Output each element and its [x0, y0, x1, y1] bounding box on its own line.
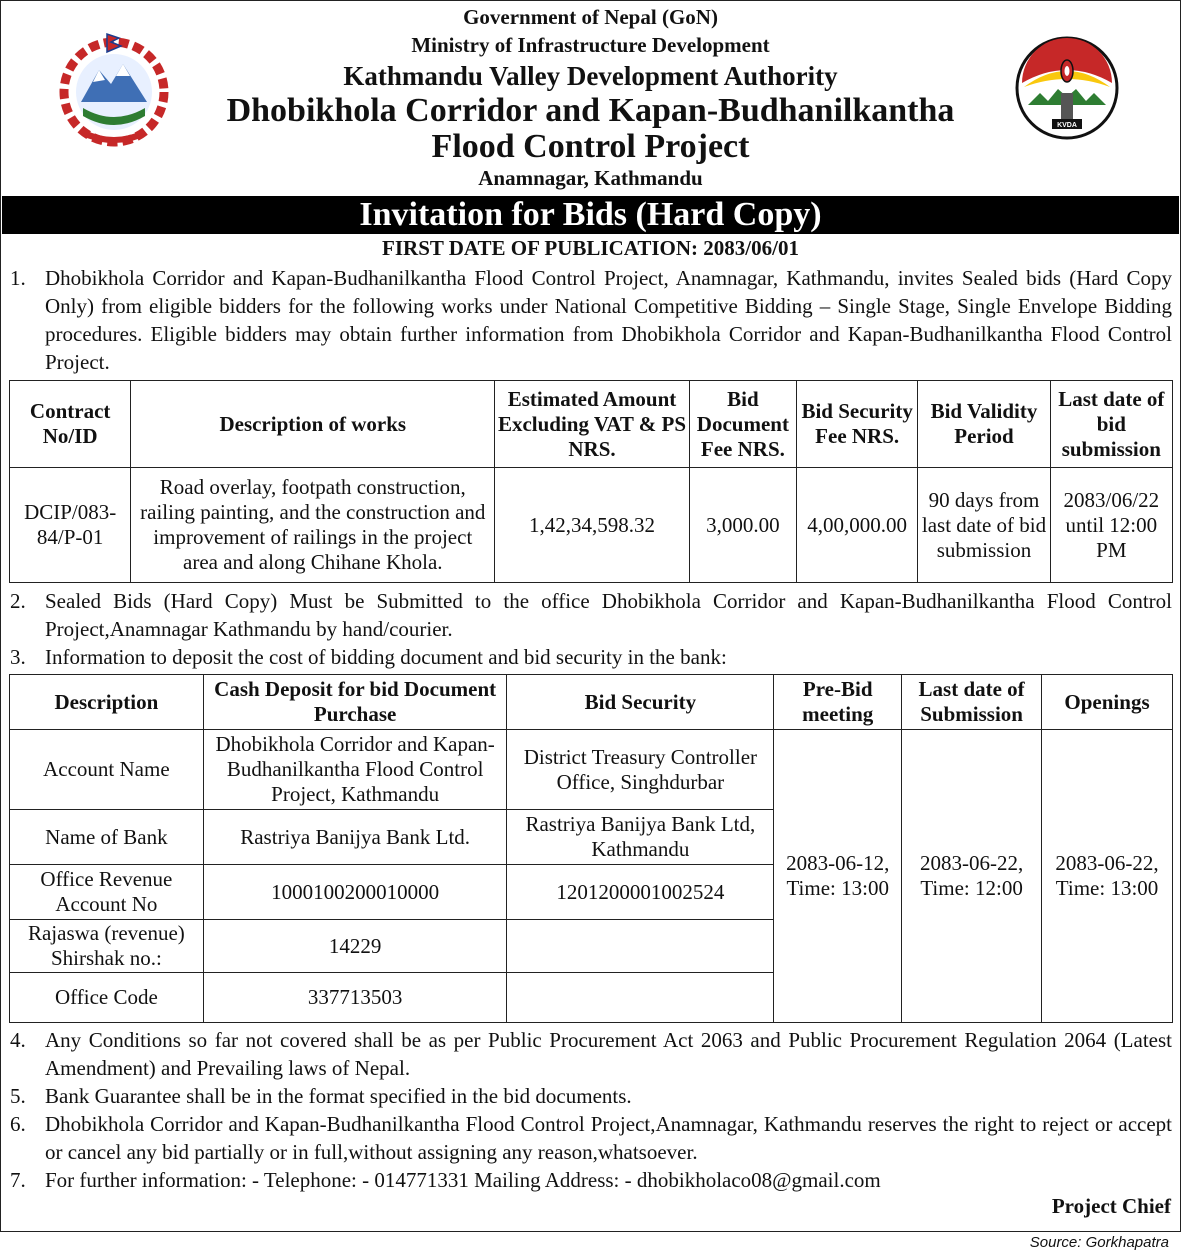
col-description: Description of works: [131, 381, 495, 468]
clause-text: Sealed Bids (Hard Copy) Must be Submitted to the office Dhobikhola Corridor and Kapan-Budhanilkantha Flood Control Project,Anamnagar Kathmandu by hand/courier.: [45, 589, 1172, 641]
cell-validity: 90 days from last date of bid submission: [918, 468, 1050, 583]
cell-description: Road overlay, footpath construction, railing painting, and the construction and improvement of railings in the project area and along Chihane Khola.: [131, 468, 495, 583]
cell-cash-deposit: Rastriya Banijya Bank Ltd.: [203, 810, 507, 865]
col-document-fee: Bid Document Fee NRS.: [689, 381, 796, 468]
cell-bid-security: 1201200001002524: [507, 865, 774, 920]
col-contract-id: Contract No/ID: [10, 381, 131, 468]
cell-row-label: Name of Bank: [10, 810, 204, 865]
col-prebid-meeting: Pre-Bid meeting: [774, 675, 902, 730]
clause-number: 7.: [10, 1168, 26, 1192]
works-table: [9, 380, 1173, 583]
col-validity: Bid Validity Period: [918, 381, 1050, 468]
cell-cash-deposit: 337713503: [203, 973, 507, 1023]
cell-row-label: Account Name: [10, 730, 204, 810]
clause-number: 5.: [10, 1084, 26, 1108]
clause-6: [10, 1110, 1172, 1166]
cell-bid-security: [507, 973, 774, 1023]
clause-text: For further information: - Telephone: - 014771331 Mailing Address: - dhobikholaco08@gmail.com: [45, 1168, 881, 1192]
cell-submission-date: 2083-06-22, Time: 12:00: [902, 730, 1042, 1023]
clause-1: [10, 264, 1172, 376]
bank-info-table: [9, 674, 1173, 1023]
col-estimated-amount: Estimated Amount Excluding VAT & PS NRS.: [495, 381, 690, 468]
col-last-date: Last date of bid submission: [1050, 381, 1172, 468]
col-cash-deposit: Cash Deposit for bid Document Purchase: [203, 675, 507, 730]
cell-row-label: Rajaswa (revenue) Shirshak no.:: [10, 920, 204, 973]
cell-row-label: Office Revenue Account No: [10, 865, 204, 920]
cell-bid-security: [507, 920, 774, 973]
cell-contract-id: DCIP/083-84/P-01: [10, 468, 131, 583]
col-bid-security: Bid Security: [507, 675, 774, 730]
clause-number: 1.: [10, 266, 26, 290]
publication-date: FIRST DATE OF PUBLICATION: 2083/06/01: [382, 236, 799, 260]
clause-7: [10, 1166, 1172, 1194]
cell-last-date: 2083/06/22 until 12:00 PM: [1050, 468, 1172, 583]
cell-security-fee: 4,00,000.00: [797, 468, 918, 583]
clause-text: Any Conditions so far not covered shall be as per Public Procurement Act 2063 and Public Procurement Regulation 2064 (Latest Amendment) and Prevailing laws of Nepal.: [45, 1028, 1172, 1080]
cell-bid-security: District Treasury Controller Office, Singhdurbar: [507, 730, 774, 810]
col-submission-date: Last date of Submission: [902, 675, 1042, 730]
header-government: Government of Nepal (GoN): [463, 5, 718, 29]
cell-cash-deposit: 14229: [203, 920, 507, 973]
clause-number: 2.: [10, 589, 26, 613]
clause-number: 4.: [10, 1028, 26, 1052]
cell-estimated-amount: 1,42,34,598.32: [495, 468, 690, 583]
cell-row-label: Office Code: [10, 973, 204, 1023]
bank-table-header-row: [10, 675, 1173, 730]
clause-number: 3.: [10, 645, 26, 669]
header-project-line2: Flood Control Project: [431, 128, 750, 165]
col-bank-description: Description: [10, 675, 204, 730]
clause-5: [10, 1082, 1172, 1110]
clause-text: Information to deposit the cost of bidding document and bid security in the bank:: [45, 645, 727, 669]
col-security-fee: Bid Security Fee NRS.: [797, 381, 918, 468]
works-table-header-row: [10, 381, 1173, 468]
clause-text: Dhobikhola Corridor and Kapan-Budhanilkantha Flood Control Project,Anamnagar, Kathmandu reserves the right to reject or accept or cancel any bid partially or in full,without assigning any reason,whatsoever.: [45, 1112, 1172, 1164]
table-row: [10, 468, 1173, 583]
cell-cash-deposit: Dhobikhola Corridor and Kapan-Budhanilkantha Flood Control Project, Kathmandu: [203, 730, 507, 810]
kvda-logo-text: KVDA: [1057, 122, 1077, 129]
header-project-line1: Dhobikhola Corridor and Kapan-Budhanilkantha: [226, 92, 955, 129]
source-credit: Source: Gorkhapatra: [1029, 1234, 1169, 1251]
clause-text: Dhobikhola Corridor and Kapan-Budhanilkantha Flood Control Project, Anamnagar, Kathmandu, invites Sealed bids (Hard Copy Only) from eligible bidders for the following works under National Competitive Bidding – Single Stage, Single Envelope Bidding procedures. Eligible bidders may obtain further information from Dhobikhola Corridor and Kapan-Budhanilkantha Flood Control Project.: [45, 266, 1172, 374]
header-authority: Kathmandu Valley Development Authority: [343, 61, 838, 91]
notice-title-banner: Invitation for Bids (Hard Copy): [2, 196, 1179, 234]
header-address: Anamnagar, Kathmandu: [478, 166, 703, 190]
cell-document-fee: 3,000.00: [689, 468, 796, 583]
cell-cash-deposit: 1000100200010000: [203, 865, 507, 920]
signature-title: Project Chief: [1051, 1194, 1171, 1218]
clause-3: [10, 643, 1172, 671]
clause-4: [10, 1026, 1172, 1082]
clause-number: 6.: [10, 1112, 26, 1136]
table-row: [10, 730, 1173, 810]
header-ministry: Ministry of Infrastructure Development: [411, 33, 770, 57]
cell-prebid-meeting: 2083-06-12, Time: 13:00: [774, 730, 902, 1023]
col-openings: Openings: [1042, 675, 1173, 730]
cell-bid-security: Rastriya Banijya Bank Ltd, Kathmandu: [507, 810, 774, 865]
cell-openings: 2083-06-22, Time: 13:00: [1042, 730, 1173, 1023]
clause-text: Bank Guarantee shall be in the format specified in the bid documents.: [45, 1084, 632, 1108]
clause-2: [10, 587, 1172, 643]
